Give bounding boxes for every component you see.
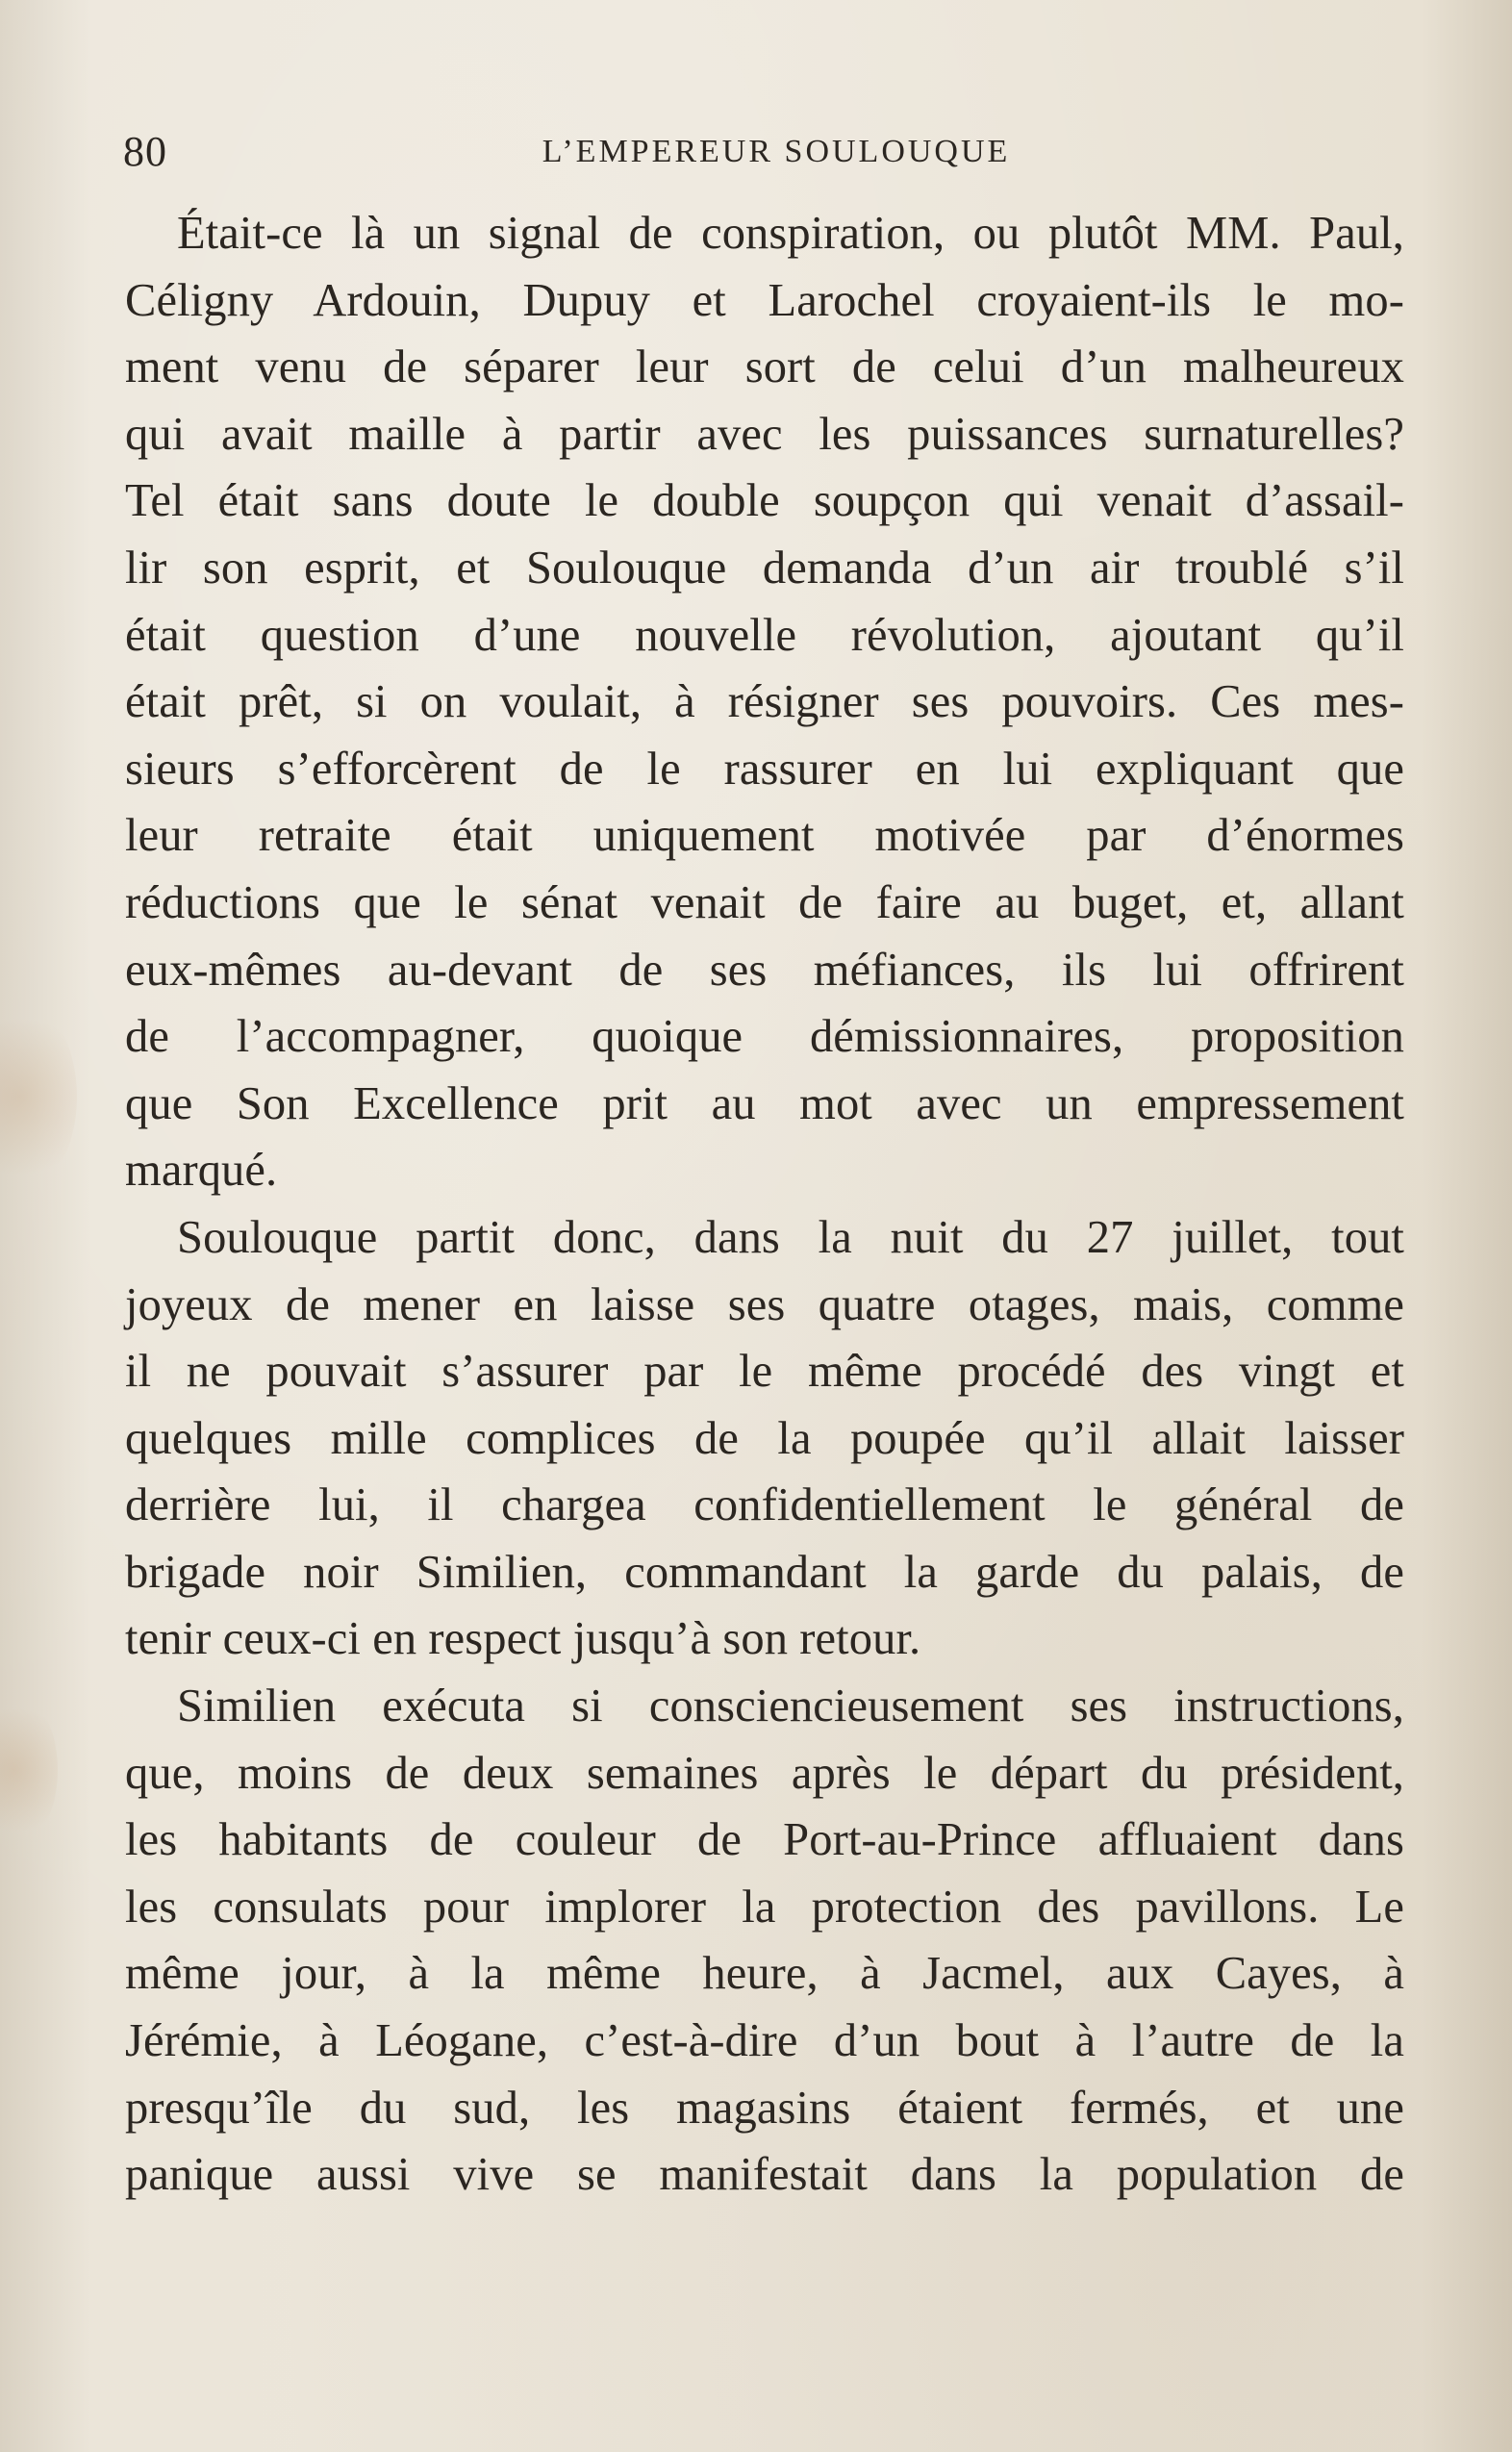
text-line: était question d’une nouvelle révolution, ajoutant qu’il	[125, 609, 1404, 661]
text-line: il ne pouvait s’assurer par le même procédé des vingt et	[125, 1346, 1404, 1398]
text-line: même jour, à la même heure, à Jacmel, aux Cayes, à	[125, 1948, 1404, 2000]
text-line: marqué.	[125, 1145, 278, 1197]
body-text	[125, 200, 1404, 2209]
running-title: L’EMPEREUR SOULOUQUE	[542, 134, 1011, 169]
text-line: de l’accompagner, quoique démissionnaires, proposition	[125, 1011, 1404, 1063]
text-line: les consulats pour implorer la protection des pavillons. Le	[125, 1881, 1404, 1933]
text-line: eux-mêmes au-devant de ses méfiances, ils lui offrirent	[125, 944, 1404, 996]
text-line: leur retraite était uniquement motivée par d’énormes	[125, 810, 1404, 862]
text-line: qui avait maille à partir avec les puissances surnaturelles?	[125, 408, 1404, 460]
text-line: quelques mille complices de la poupée qu’il allait laisser	[125, 1412, 1404, 1464]
text-line: derrière lui, il chargea confidentiellement le général de	[125, 1479, 1404, 1531]
text-line: sieurs s’efforcèrent de le rassurer en lui expliquant que	[125, 743, 1404, 795]
paper-stain	[0, 1693, 58, 1847]
text-line: Soulouque partit donc, dans la nuit du 27 juillet, tout	[177, 1211, 1404, 1263]
page-header	[123, 123, 1391, 181]
text-line: ment venu de séparer leur sort de celui d’un malheureux	[125, 341, 1404, 393]
paragraph-2	[125, 1204, 1404, 1673]
text-line: Tel était sans doute le double soupçon qui venait d’assail-	[125, 475, 1404, 527]
text-line: Céligny Ardouin, Dupuy et Larochel croyaient-ils le mo-	[125, 274, 1404, 326]
text-line: presqu’île du sud, les magasins étaient fermés, et une	[125, 2082, 1404, 2134]
text-line: que, moins de deux semaines après le départ du président,	[125, 1747, 1404, 1799]
text-line: Similien exécuta si consciencieusement ses instructions,	[177, 1681, 1404, 1732]
page-number: 80	[123, 128, 167, 175]
paragraph-1	[125, 200, 1404, 1204]
text-line: Jérémie, à Léogane, c’est-à-dire d’un bout à l’autre de la	[125, 2015, 1404, 2067]
paper-stain	[0, 1000, 77, 1193]
text-line: joyeux de mener en laisse ses quatre otages, mais, comme	[125, 1278, 1404, 1330]
text-line: était prêt, si on voulait, à résigner ses pouvoirs. Ces mes-	[125, 676, 1404, 728]
text-line: brigade noir Similien, commandant la garde du palais, de	[125, 1546, 1404, 1598]
text-line: lir son esprit, et Soulouque demanda d’un air troublé s’il	[125, 542, 1404, 594]
text-line: Était-ce là un signal de conspiration, ou plutôt MM. Paul,	[177, 208, 1404, 259]
text-line: que Son Excellence prit au mot avec un empressement	[125, 1077, 1404, 1129]
text-line: panique aussi vive se manifestait dans la population de	[125, 2149, 1404, 2201]
paragraph-3	[125, 1673, 1404, 2209]
text-line: tenir ceux-ci en respect jusqu’à son retour.	[125, 1613, 921, 1665]
text-line: réductions que le sénat venait de faire au buget, et, allant	[125, 876, 1404, 928]
text-line: les habitants de couleur de Port-au-Prince affluaient dans	[125, 1814, 1404, 1866]
